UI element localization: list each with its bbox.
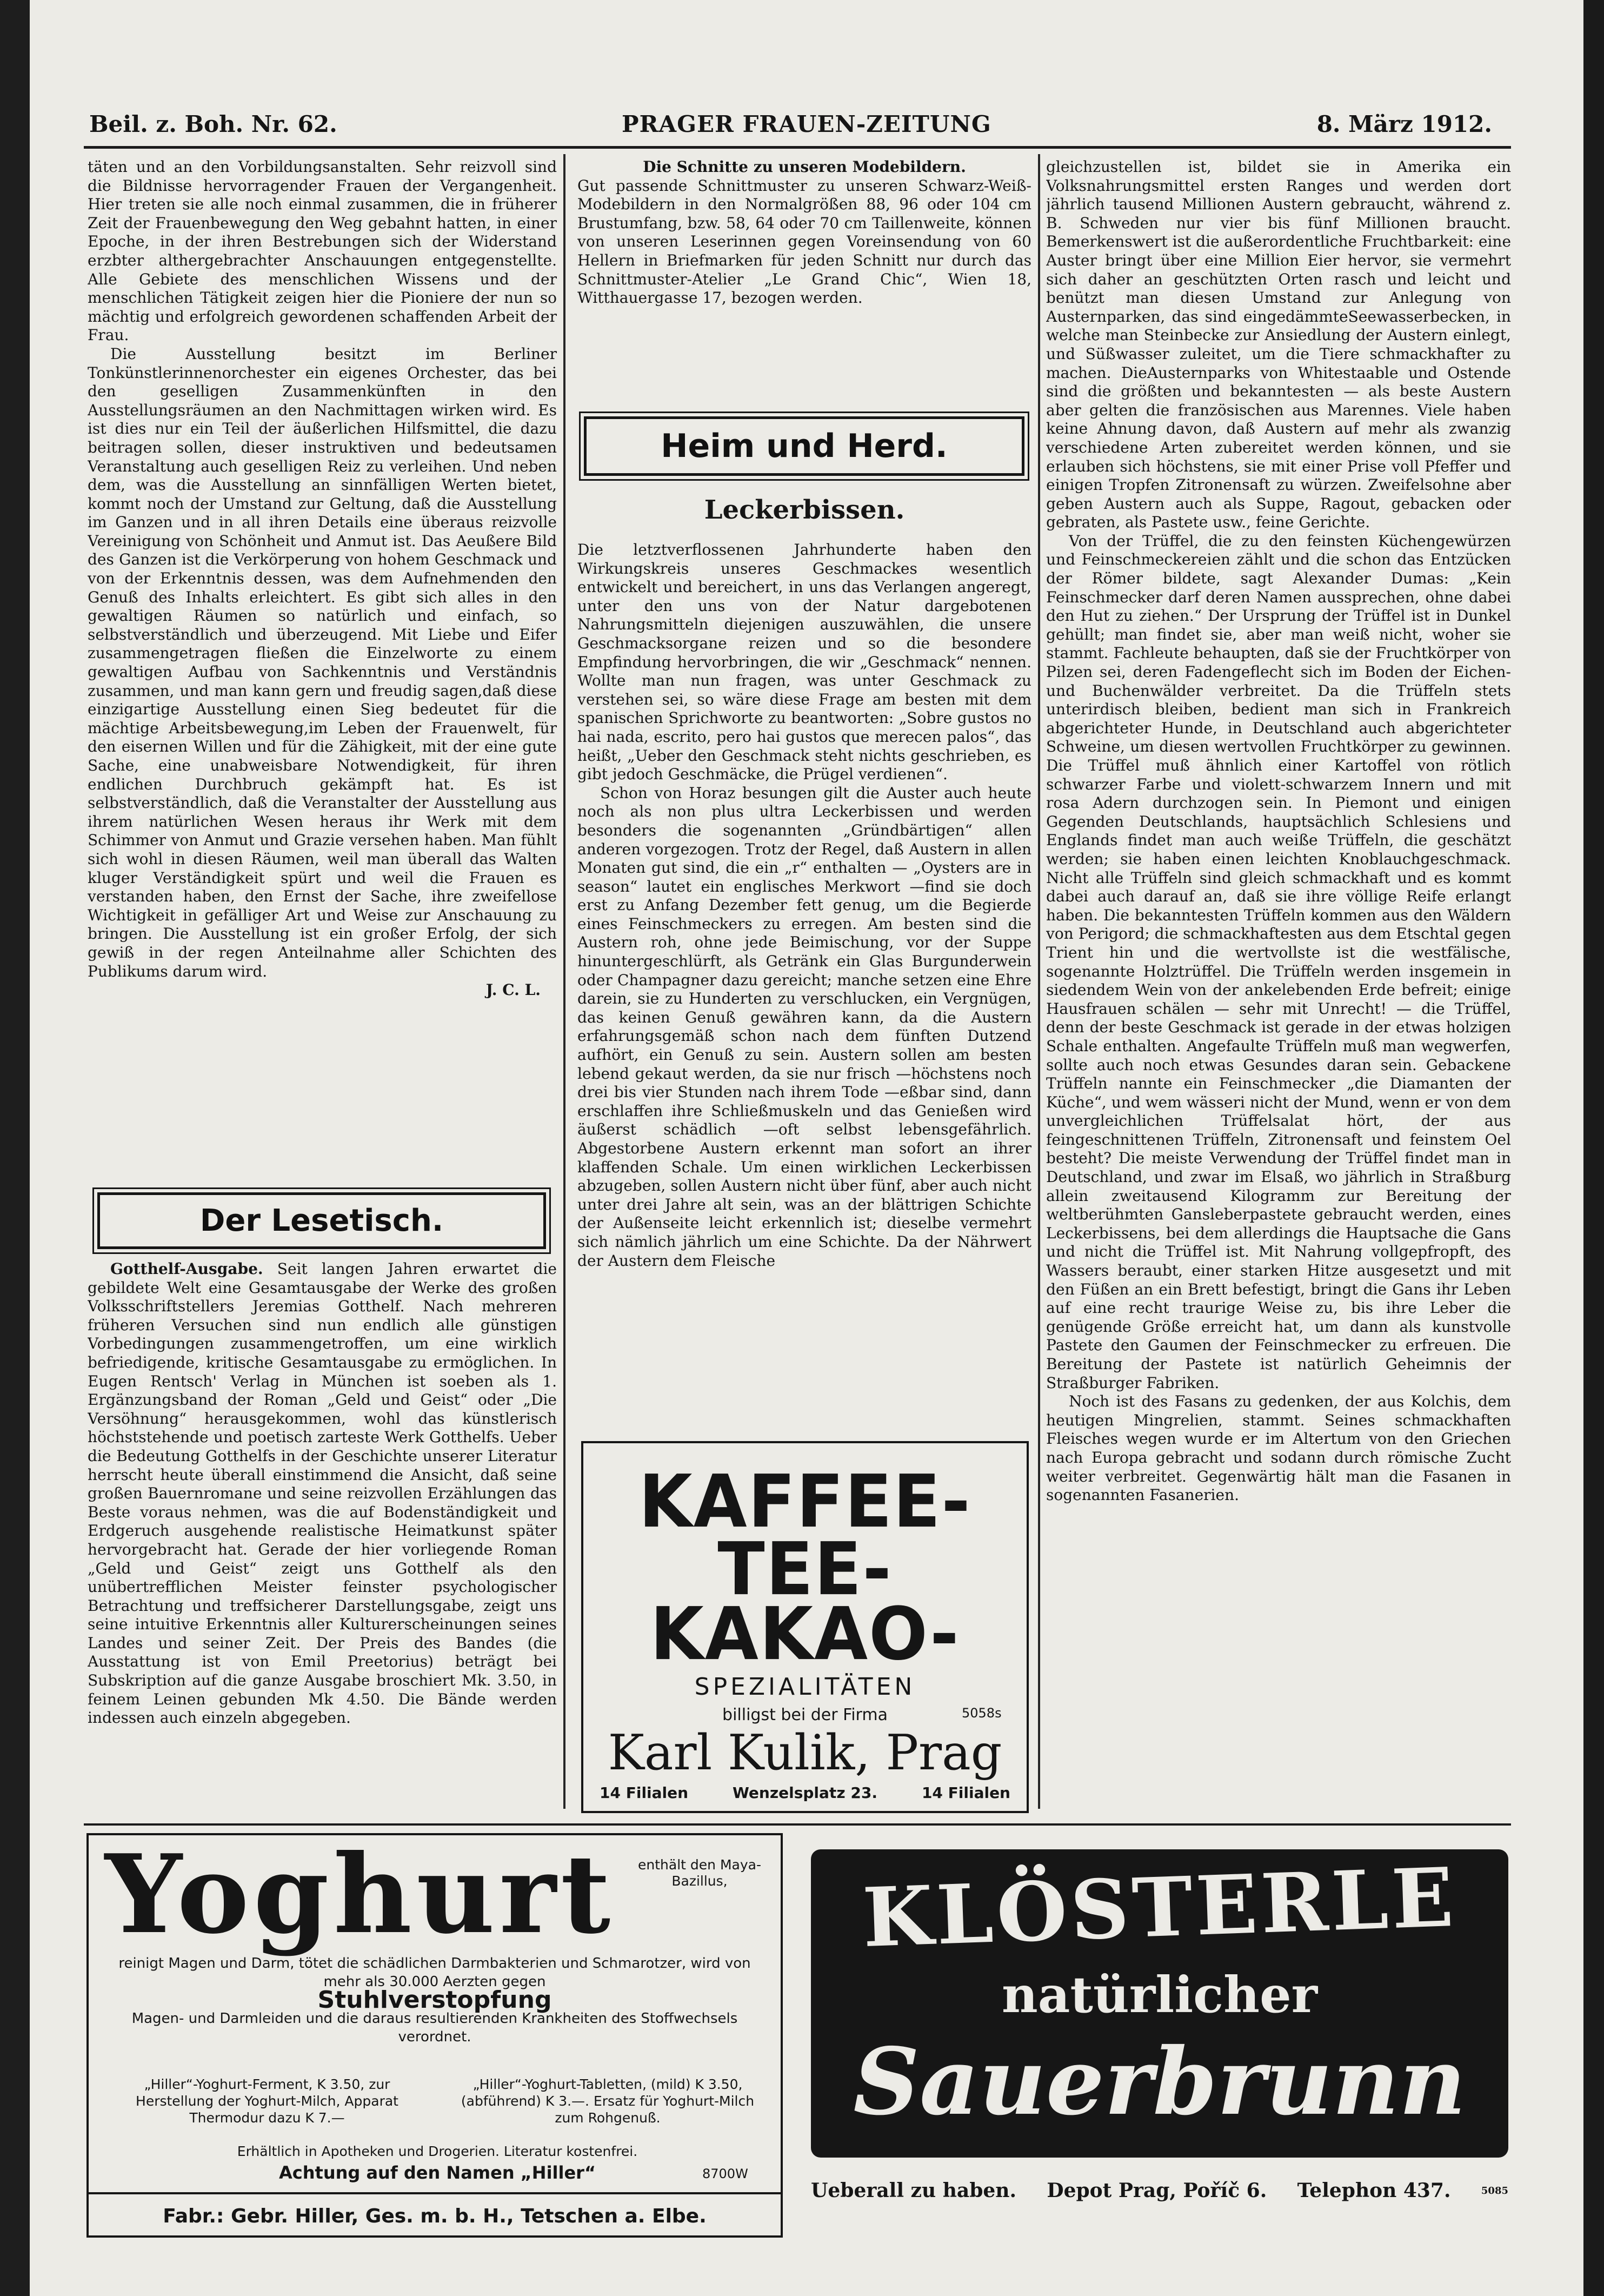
ad-company-name: Karl Kulik, Prag [608, 1724, 1002, 1781]
article-title: Leckerbissen. [704, 495, 905, 525]
ad-text: Erhältlich in Apotheken und Drogerien. Literatur kostenfrei. [237, 2144, 638, 2159]
ad-headline: KLÖSTERLE [861, 1849, 1459, 1966]
ad-headline: TEE- [717, 1527, 893, 1612]
ad-emphasis: Achtung auf den Namen „Hiller“ [279, 2162, 596, 2183]
ad-subtitle: SPEZIALITÄTEN [694, 1673, 916, 1701]
schnitte-notice [577, 158, 1031, 396]
ad-branches: 14 Filialen [600, 1784, 689, 1802]
notice-heading: Die Schnitte zu unseren Modebildern. [643, 158, 966, 176]
ad-footer [600, 1784, 1010, 1802]
leckerbissen-continued [1046, 158, 1511, 1813]
ad-body [105, 1954, 764, 2046]
ad-text: billigst bei der Firma [722, 1706, 888, 1724]
ad-headline: KAFFEE- [638, 1459, 971, 1544]
paragraph: Noch ist des Fasans zu gedenken, der aus Kolchis, dem heutigen Mingrelien, stammt. Seines schmackhaften Fleisches wegen wurde er im Altertum von den Griechen nach Europa gebracht und sodann durch römische Zucht weiter verbreitet. Gegenwärtig hält man die Fasanen in sogenannten Fasanerien. [1046, 1392, 1511, 1504]
yoghurt-advertisement [86, 1833, 783, 2238]
paragraph: Von der Trüffel, die zu den feinsten Küchengewürzen und Feinschmeckereien zählt und die schon das Entzücken der Römer bildete, sagt Alexander Dumas: „Kein Feinschmecker darf deren Namen aussprechen, ohne dabei den Hut zu ziehen.“ Der Ursprung der Trüffel ist in Dunkel gehüllt; man findet sie, aber man weiß nicht, woher sie stammt. Fachleute behaupten, daß sie der Fruchtkörper von Pilzen sei, deren Fadengeflecht sich im Boden der Eichen- und Buchenwälder verbreitet. Da die Trüffeln stets unterirdisch bleiben, bedient man sich in Frankreich abgerichteter Hunde, in Deutschland auch abgerichteter Schweine, um diesen wertvollen Fruchtkörper zu gewinnen. Die Trüffel muß ähnlich einer Kartoffel von rötlich schwarzer Farbe und violett-schwarzem Innern und mit rosa Adern durchzogen sein. In Piemont und einigen Gegenden Deutschlands, hauptsächlich Schlesiens und Englands findet man auch weiße Trüffeln, die geschätzt werden; sie haben einen leichten Knoblauchgeschmack. Nicht alle Trüffeln sind gleich schmackhaft und es kommt dabei auch darauf an, daß sie ihre völlige Reife erlangt haben. Die bekanntesten Trüffeln kommen aus den Wäldern von Perigord; die schmackhaftesten aus dem Etschtal gegen Trient hin und die wertvollste ist die westfälische, sogenannte Holztrüffel. Die Trüffeln werden insgemein in siedendem Wein von der ankelebenden Erde befreit; einige Hausfrauen schälen — sehr mit Unrecht! — die Trüffel, denn der beste Geschmack ist gerade in der etwas holzigen Schale enthalten. Angefaulte Trüffeln muß man wegwerfen, sollte auch noch etwas Gesundes daran sein. Gebackene Trüffeln nannte ein Feinschmecker „die Diamanten der Küche“, und wem wässeri nicht der Mund, wenn er von dem unvergleichlichen Trüffelsalat hört, der aus feingeschnittenen Trüffeln, Zitronensaft und feinstem Oel besteht? Die meiste Verwendung der Trüffel findet man in Deutschland, und zwar im Elsaß, wo jährlich in Straßburg allein zweitausend Kilogramm zur Bereitung der weltberühmten Gansleberpastete gebraucht werden, eines Leckerbissens, bei dem allerdings die Hauptsache die Gans und nicht die Trüffel ist. Mit Nahrung vollgepfropft, des Wassers beraubt, einer starken Hitze ausgesetzt und mit den Füßen an ein Brett befestigt, bringt die Gans ihr Leben auf eine recht traurige Weise zu, bis ihre Leber die genügende Größe erreicht hat, um dann als kunstvolle Pastete den Gaumen der Feinschmecker zu erfreuen. Die Bereitung der Pastete ist natürlich Geheimnis der Straßburger Fabriken. [1046, 532, 1511, 1392]
ad-text: natürlicher [1001, 1966, 1318, 2024]
kloesterle-advertisement [811, 1849, 1508, 2158]
ad-headline: Sauerbrunn [853, 2028, 1466, 2136]
ad-branches: 14 Filialen [921, 1784, 1010, 1802]
kaffee-advertisement [581, 1441, 1029, 1813]
paragraph: Die Ausstellung besitzt im Berliner Tonkünstlerinnenorchester ein eigenes Orchester, das bei den geselligen Zusammenkünften in den Ausstellungsräumen an den Nachmittagen wirken wird. Es ist dies nur ein Teil der äußerlichen Hilfsmittel, die dazu beitragen sollen, dieser instruktiven und bedeutsamen Veranstaltung auch geselligen Reiz zu verleihen. Und neben dem, was die Ausstellung an sinnfälligen Werten bietet, kommt noch der Umstand zur Geltung, daß die Ausstellung im Ganzen und in all ihren Details eine überaus reizvolle Vereinigung von Schönheit und Anmut ist. Das Aeußere Bild des Ganzen ist die Verkörperung von hohem Geschmack und von der Erkenntnis dessen, was dem Aufnehmenden den Genuß des Inhalts erleichtert. Es gibt sich alles in den gewaltigen Räumen so natürlich und einfach, so selbstverständlich und überzeugend. Mit Liebe und Eifer zusammengetragen fließen die Einzelworte zu einem gewaltigen Aufbau von Sachkenntnis und Verständnis zusammen, und man kann gern und freudig sagen,daß diese einzigartige Ausstellung einen Sieg bedeutet für die mächtige Arbeitsbewegung,im Leben der Frauenwelt, für den eisernen Willen und für die Zähigkeit, mit der eine gute Sache, eine unabweisbare Notwendigkeit, für ihren endlichen Durchbruch gekämpft hat. Es ist selbstverständlich, daß die Veranstalter der Ausstellung aus ihrem natürlichen Wesen heraus ihr Werk mit dem Schimmer von Anmut und Grazie versehen haben. Man fühlt sich wohl in diesen Räumen, weil man überall das Walten kluger Verständigkeit spürt und weil die Frauen es verstanden haben, den Ernst der Sache, ihre zweifellose Wichtigkeit in gefälliger Art und Weise zur Anschauung zu bringen. Die Ausstellung ist ein großer Erfolg, der sich gewiß in der regen Anteilnahme aller Schichten des Publikums darum wird. [88, 344, 557, 980]
author-signature: J. C. L. [485, 981, 541, 999]
ad-product: „Hiller“-Yoghurt-Ferment, K 3.50, zur Herstellung der Yoghurt-Milch, Apparat Thermodur dazu K 7.— [136, 2076, 398, 2126]
section-title-heim-und-herd: Heim und Herd. [584, 416, 1024, 476]
article-heading: Gotthelf-Ausgabe. [110, 1260, 263, 1278]
paragraph: gleichzustellen ist, bildet sie in Amerika ein Volksnahrungsmittel ersten Ranges und werden dort jährlich tausend Millionen Austern gebraucht, während z. B. Schweden nur vier bis fünf Millionen braucht. Bemerkenswert ist die außerordentliche Fruchtbarkeit: eine Auster bringt über eine Million Eier hervor, sie vermehrt sich daher an geschützten Orten rasch und leicht und benützt man diesen Umstand zur Anlegung von Austernparken, das sind eingedämmteSeewasserbecken, in welche man Steinbecke zur Ansiedlung der Austern einlegt, und Süßwasser zuleitet, um die Tiere schmackhafter zu machen. DieAusternparks von Whitestaable und Ostende sind die größten und bekanntesten — als beste Austern aber gelten die französischen aus Marennes. Viele haben keine Ahnung davon, daß Austern auf mehr als zwanzig verschiedene Arten zubereitet werden können, und sie erlauben sich höchstens, sie mit einer Prise voll Pfeffer und einigen Tropfen Zitronensaft zu würzen. Zweifelsohne aber geben Austern auch als Suppe, Ragout, gebacken oder gebraten, als Pastete usw., feine Gerichte. [1046, 158, 1511, 532]
ad-address: Wenzelsplatz 23. [733, 1784, 877, 1802]
ad-manufacturer: Fabr.: Gebr. Hiller, Ges. m. b. H., Tetschen a. Elbe. [89, 2192, 781, 2238]
paragraph: Die letztverflossenen Jahrhunderte haben den Wirkungskreis unseres Geschmackes wesentlich entwickelt und bereichert, in uns das Verlangen angeregt, unter den uns von der Natur dargebotenen Nahrungsmitteln diejenigen auszuwählen, die unsere Geschmacksorgane reizen und so die besondere Empfindung hervorbringen, die wir „Geschmack“ nennen. Wollte man nun fragen, was unter Geschmack zu verstehen sei, so wäre diese Frage am besten mit dem spanischen Sprichworte zu beantworten: „Sobre gustos no hai nada, escrito, pero hai gustos que merecen palos“, das heißt, „Ueber den Geschmack steht nichts geschrieben, es gibt jedoch Geschmäcke, die Prügel verdienen“. [577, 541, 1031, 784]
ad-text: Ueberall zu haben. [811, 2179, 1016, 2202]
ad-emphasis: Stuhlverstopfung [317, 1986, 552, 2014]
ad-text: Magen- und Darmleiden und die daraus resultierenden Krankheiten des Stoffwechsels verordnet. [131, 2010, 738, 2045]
paragraph: Schon von Horaz besungen gilt die Auster auch heute noch als non plus ultra Leckerbissen und werden besonders die sogenannten „Gründbärtigen“ allen anderen vorgezogen. Trotz der Regel, daß Austern in allen Monaten gut sind, die ein „r“ enthalten — „Oysters are in season“ lautet ein englisches Merkwort —find sie doch erst zu Anfang Dezember fett genug, um die Begierde eines Feinschmeckers zu erregen. Am besten sind die Austern roh, ohne jede Beimischung, vor der Suppe hinuntergeschlürft, als Getränk ein Glas Burgunderwein oder Champagner dazu gereicht; manche setzen eine Ehre darein, sie zu Hunderten zu verschlucken, ein Vergnügen, das keinen Genuß gewähren kann, da die Austern erfahrungsgemäß schon nach dem fünften Dutzend aufhört, ein Genuß zu sein. Austern sollen am besten lebend gekaut werden, da sie nur frisch —höchstens noch drei bis vier Stunden nach ihrem Tode —eßbar sind, dann erschlaffen ihre Schließmuskeln und das Genießen wird äußerst schädlich —oft selbst lebensgefährlich. Abgestorbene Austern erkennt man sofort an ihrer klaffenden Schale. Um einen wirklichen Leckerbissen abzugeben, sollen Austern nicht über fünf, aber auch nicht unter drei Jahre alt sein, was an der blättrigen Schichte der Außenseite leicht erkennlich ist; dieselbe vermehrt sich nämlich jährlich um eine Schichte. Da der Nährwert der Austern dem Fleische [577, 784, 1031, 1270]
ad-products [110, 2076, 764, 2126]
ad-text: reinigt Magen und Darm, tötet die schädlichen Darmbakterien und Schmarotzer, wird von mehr als 30.000 Aerzten gegen [118, 1955, 751, 1990]
page-supplement-number: Beil. z. Boh. Nr. 62. [89, 111, 337, 137]
issue-date: 8. März 1912. [1316, 111, 1492, 137]
scan-edge-right [1583, 0, 1604, 2296]
lesetisch-article [88, 1260, 557, 1811]
ad-product: „Hiller“-Yoghurt-Tabletten, (mild) K 3.50, (abführend) K 3.—. Ersatz für Yoghurt-Milch zum Rohgenuß. [461, 2076, 755, 2126]
ad-text: enthält den Maya-Bazillus, [638, 1857, 761, 1889]
ad-phone: Telephon 437. [1297, 2179, 1451, 2202]
section-title-lesetisch: Der Lesetisch. [97, 1192, 546, 1249]
leckerbissen-article [577, 541, 1031, 1376]
ads-rule [84, 1823, 1511, 1826]
ad-headline: Yoghurt [105, 1831, 615, 1958]
column-rule [1038, 154, 1040, 1809]
paragraph: Gut passende Schnittmuster zu unseren Schwarz-Weiß-Modebildern in den Normalgrößen 88, 96 oder 104 cm Brustumfang, bzw. 58, 64 oder 70 cm Taillenweite, können von unseren Leserinnen gegen Voreinsendung von 60 Hellern in Briefmarken für jeden Schnitt nur durch das Schnittmuster-Atelier „Le Grand Chic“, Wien 18, Witthauergasse 17, bezogen werden. [577, 176, 1031, 307]
ad-code: 5058s [962, 1706, 1002, 1721]
newspaper-title: PRAGER FRAUEN-ZEITUNG [622, 111, 991, 137]
header-rule [84, 146, 1511, 149]
ad-code: 8700W [702, 2166, 748, 2181]
ad-address: Depot Prag, Poříč 6. [1047, 2179, 1267, 2202]
kloesterle-footer [811, 2179, 1508, 2202]
paragraph: täten und an den Vorbildungsanstalten. Sehr reizvoll sind die Bildnisse hervorragender Frauen der Vergangenheit. Hier treten sie alle noch einmal zusammen, die in früherer Zeit der Frauenbewegung den Weg gebahnt hatten, in einer Epoche, in der ihren Bestrebungen sich der Widerstand erzbter althergebrachter Anschauungen entgegenstellte. Alle Gebiete des menschlichen Wissens und der menschlichen Tätigkeit zeigen hier die Pioniere der nun so mächtig und erfolgreich gewordenen schaffenden Arbeit der Frau. [88, 158, 557, 344]
exhibition-article [88, 158, 557, 1164]
column-rule [563, 154, 565, 1809]
scan-edge-left [0, 0, 30, 2296]
ad-code: 5085 [1481, 2185, 1508, 2197]
paragraph: Seit langen Jahren erwartet die gebildete Welt eine Gesamtausgabe der Werke des großen Volksschriftstellers Jeremias Gotthelf. Nach mehreren früheren Versuchen sind nun endlich alle günstigen Vorbedingungen zusammengetroffen, um eine wirklich befriedigende, kritische Gesamtausgabe zu ermöglichen. In Eugen Rentsch' Verlag in München ist soeben als 1. Ergänzungsband der Roman „Geld und Geist“ oder „Die Versöhnung“ herausgekommen, wohl das künstlerisch höchststehende und poetisch zarteste Werk Gotthelfs. Ueber die Bedeutung Gotthelfs in der Geschichte unserer Literatur herrscht heute überall einstimmend die Ansicht, daß seine großen Bauernromane und seine reizvollen Erzählungen das Beste voraus nehmen, was die auf Bodenständigkeit und Erdgeruch ausgehende realistische Heimatkunst später hervorgebracht hat. Gerade der hier vorliegende Roman „Geld und Geist“ zeigt uns Gotthelf als den unübertrefflichen Meister feinster psychologischer Betrachtung und treffsicherer Darstellungsgabe, zeigt uns seine intuitive Erkenntnis aller Kulturerscheinungen seines Landes und seiner Zeit. Der Preis des Bandes (die Ausstattung ist von Emil Preetorius) beträgt bei Subskription auf die ganze Ausgabe broschiert Mk. 3.50, in feinem Leinen gebunden Mk 4.50. Die Bände werden indessen auch einzeln abgegeben. [88, 1260, 557, 1727]
ad-headline: KAKAO- [650, 1592, 960, 1677]
